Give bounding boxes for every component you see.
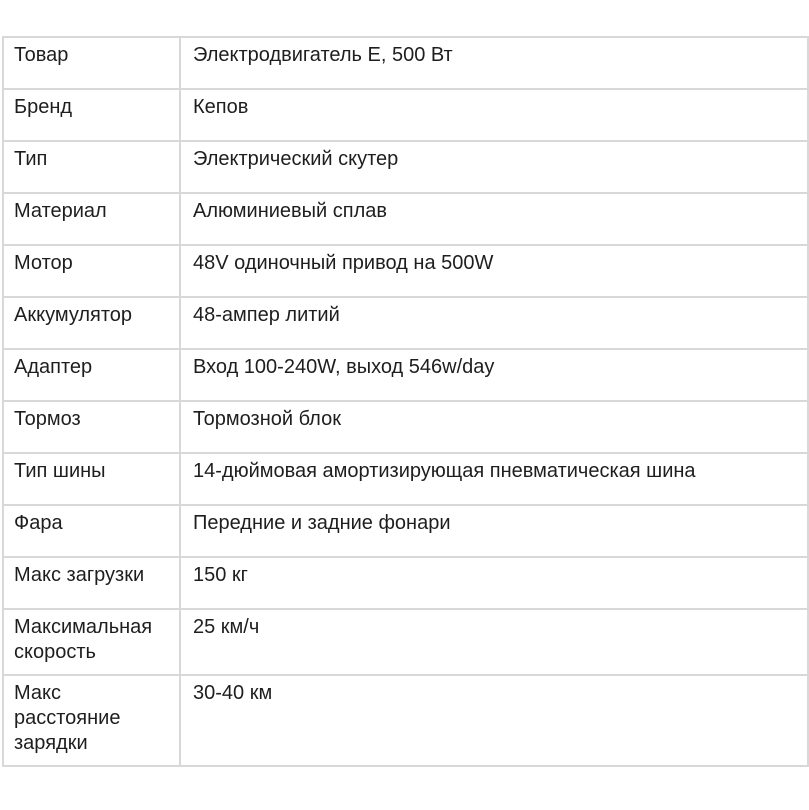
table-row [3, 89, 808, 141]
row-label: Мотор [3, 245, 180, 297]
row-label: Материал [3, 193, 180, 245]
row-value: 48V одиночный привод на 500W [180, 245, 808, 297]
row-label: Бренд [3, 89, 180, 141]
row-value: Передние и задние фонари [180, 505, 808, 557]
table-row [3, 675, 808, 766]
row-value: 30-40 км [180, 675, 808, 766]
row-label: Тип шины [3, 453, 180, 505]
row-value: 48-ампер литий [180, 297, 808, 349]
row-value: Алюминиевый сплав [180, 193, 808, 245]
table-row [3, 141, 808, 193]
table-row [3, 193, 808, 245]
row-value: 25 км/ч [180, 609, 808, 675]
row-value: Кепов [180, 89, 808, 141]
row-label: Тип [3, 141, 180, 193]
row-value: Тормозной блок [180, 401, 808, 453]
row-value: Электродвигатель E, 500 Вт [180, 37, 808, 89]
row-label: Максимальная скорость [3, 609, 180, 675]
table-row [3, 297, 808, 349]
row-value: 150 кг [180, 557, 808, 609]
row-value: Вход 100-240W, выход 546w/day [180, 349, 808, 401]
row-label: Фара [3, 505, 180, 557]
table-row [3, 505, 808, 557]
row-label: Макс расстояние зарядки [3, 675, 180, 766]
spec-table [2, 36, 809, 767]
row-label: Макс загрузки [3, 557, 180, 609]
table-row [3, 557, 808, 609]
table-row [3, 349, 808, 401]
table-row [3, 609, 808, 675]
row-value: Электрический скутер [180, 141, 808, 193]
table-row [3, 245, 808, 297]
table-row [3, 453, 808, 505]
row-label: Тормоз [3, 401, 180, 453]
row-value: 14-дюймовая амортизирующая пневматическая шина [180, 453, 808, 505]
table-row [3, 37, 808, 89]
row-label: Аккумулятор [3, 297, 180, 349]
table-row [3, 401, 808, 453]
row-label: Товар [3, 37, 180, 89]
row-label: Адаптер [3, 349, 180, 401]
